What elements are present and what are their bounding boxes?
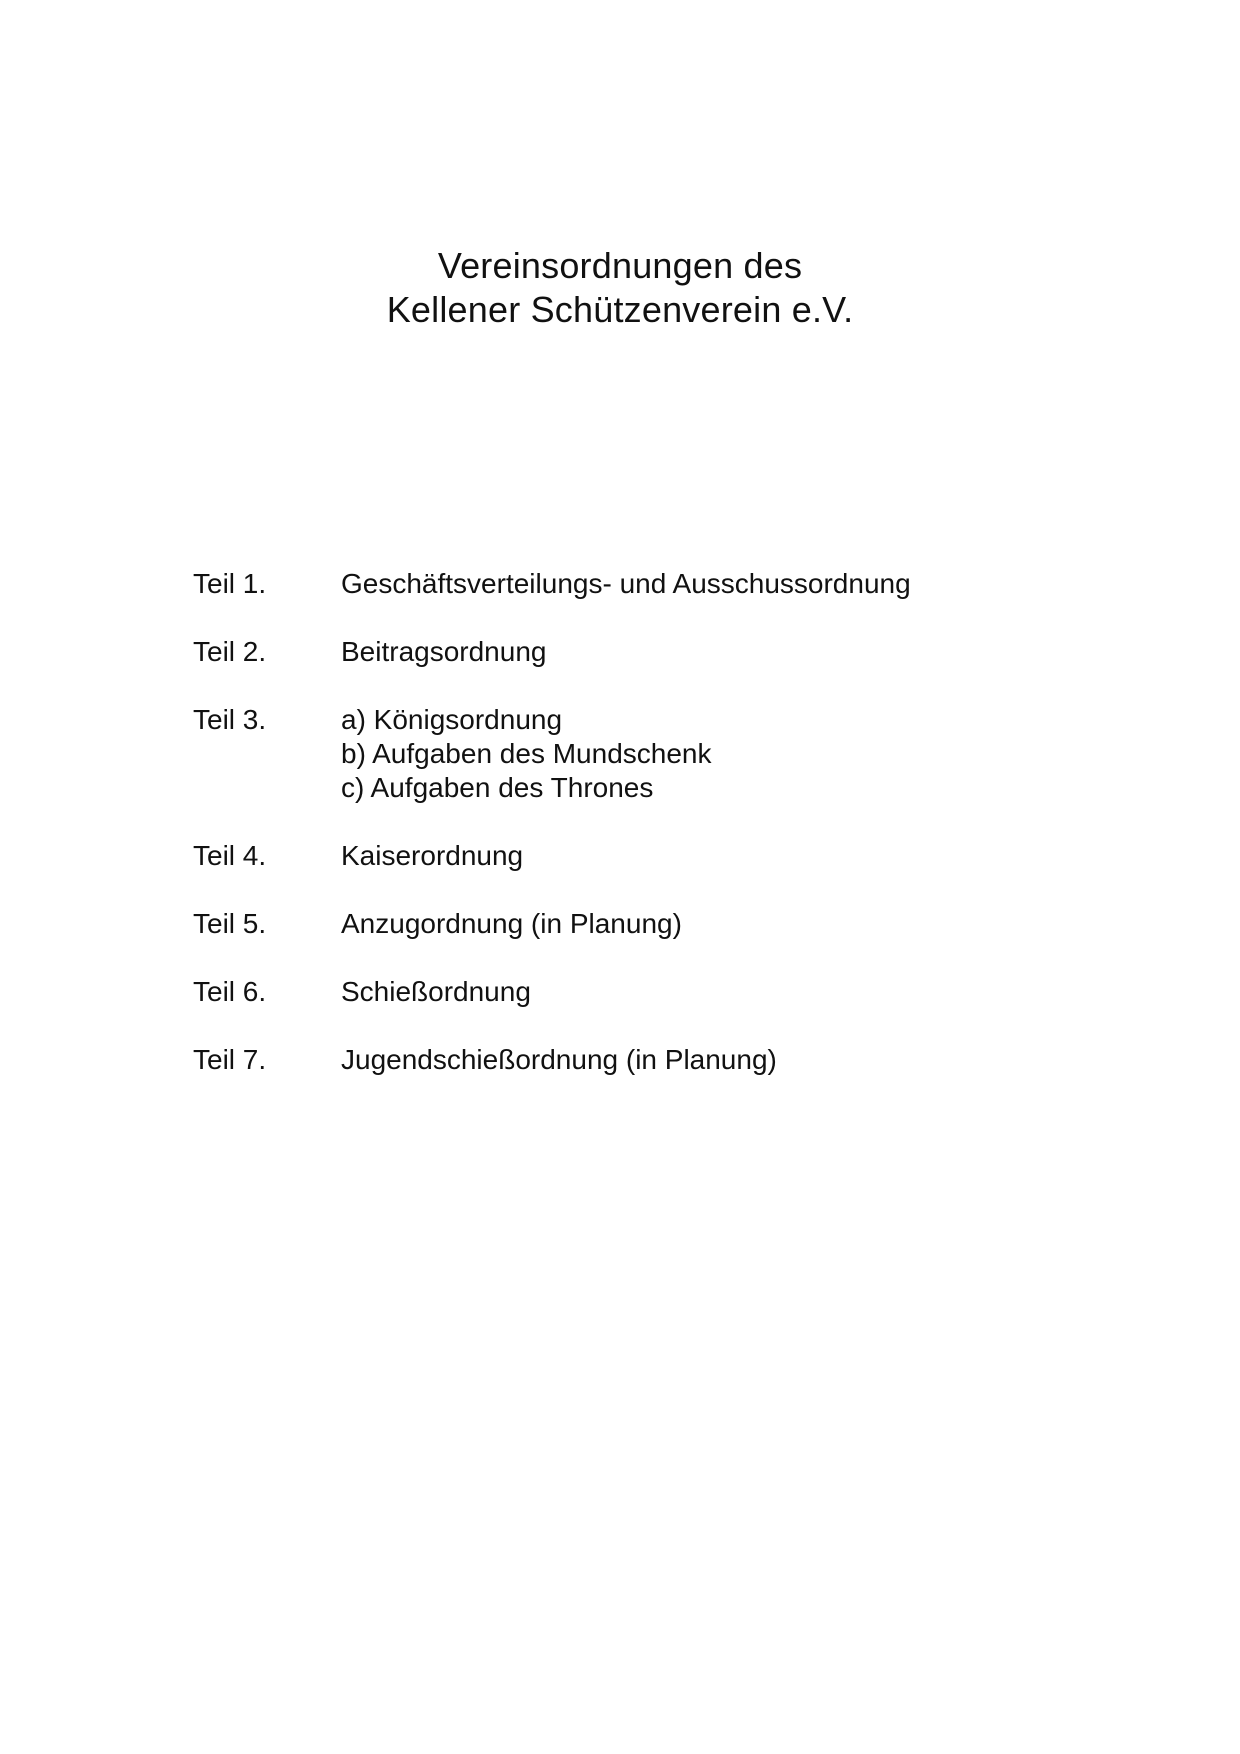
toc-item: b) Aufgaben des Mundschenk [341, 738, 712, 769]
toc-entry-5 [193, 907, 1093, 941]
toc-number: Teil 3. [193, 704, 267, 735]
table-of-contents [193, 567, 1093, 1111]
toc-number: Teil 1. [193, 568, 267, 599]
toc-entry-1 [193, 567, 1093, 601]
toc-item: Kaiserordnung [341, 840, 524, 871]
title-line-2: Kellener Schützenverein e.V. [386, 289, 854, 330]
toc-number: Teil 7. [193, 1044, 267, 1075]
toc-item: Beitragsordnung [341, 636, 547, 667]
toc-number: Teil 2. [193, 636, 267, 667]
toc-entry-7 [193, 1043, 1093, 1077]
toc-item: c) Aufgaben des Thrones [341, 772, 654, 803]
toc-item: Schießordnung [341, 976, 531, 1007]
toc-item: Geschäftsverteilungs- und Ausschussordnung [341, 568, 911, 599]
title-line-1: Vereinsordnungen des [437, 245, 803, 286]
toc-entry-2 [193, 635, 1093, 669]
toc-number: Teil 6. [193, 976, 267, 1007]
toc-item: Jugendschießordnung (in Planung) [341, 1044, 777, 1075]
toc-number: Teil 4. [193, 840, 267, 871]
toc-item: Anzugordnung (in Planung) [341, 908, 682, 939]
document-title [0, 244, 1240, 332]
toc-number: Teil 5. [193, 908, 267, 939]
toc-item: a) Königsordnung [341, 704, 563, 735]
toc-entry-4 [193, 839, 1093, 873]
toc-entry-6 [193, 975, 1093, 1009]
toc-entry-3 [193, 703, 1093, 805]
